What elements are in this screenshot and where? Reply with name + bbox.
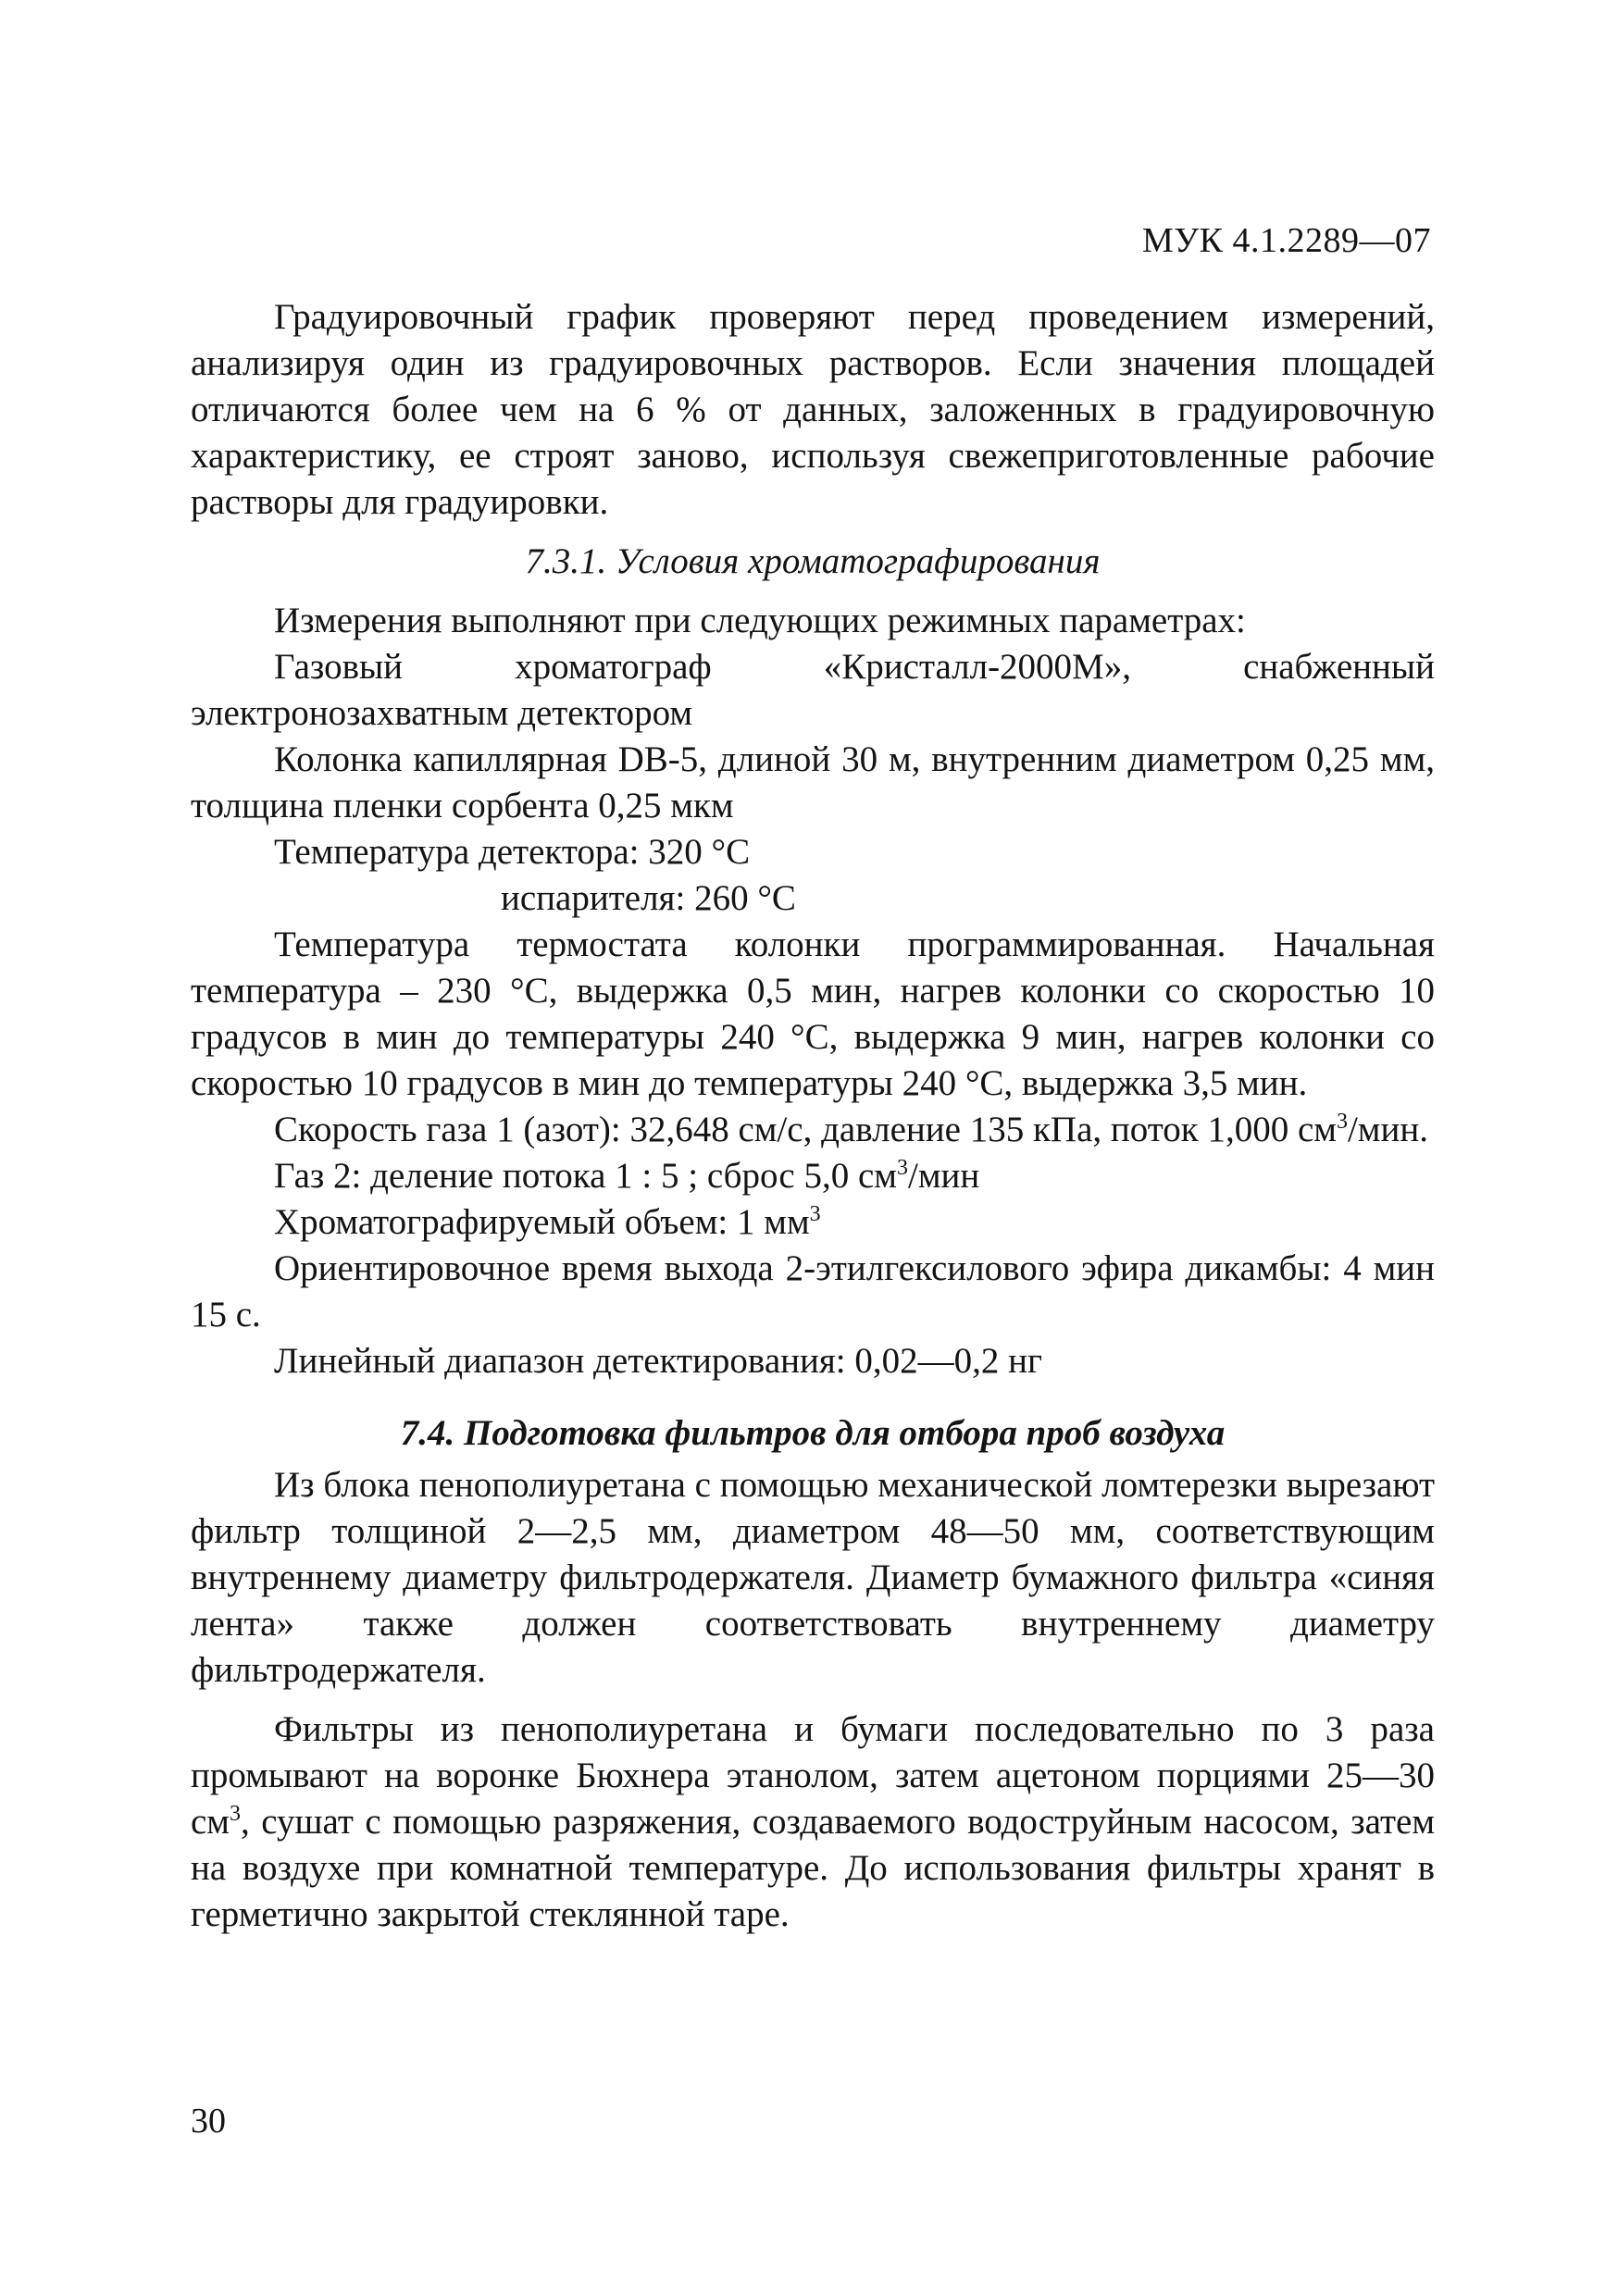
paragraph-filter-washing <box>191 1706 1435 1938</box>
condition-chromatograph: Газовый хроматограф «Кристалл-2000М», снабженный электронозахватным детектором <box>191 647 1435 733</box>
temp-evaporator-text: испарителя: 260 °С <box>501 878 796 918</box>
filter-washing-text-a: Фильтры из пенополиуретана и бумаги последовательно по 3 раза промывают на воронке Бюхнера этанолом, затем ацетоном порциями 25—30 см <box>191 1709 1435 1842</box>
condition-temp-detector: Температура детектора: 320 °С <box>274 832 751 872</box>
condition-injection-volume <box>191 1199 1435 1246</box>
gas2-text: Газ 2: деление потока 1 : 5 ; сброс 5,0 см <box>274 1156 897 1196</box>
document-body <box>191 294 1435 1938</box>
page-number: 30 <box>191 2102 226 2141</box>
subsection-title-chromatography-conditions: 7.3.1. Условия хроматографирования <box>525 541 1101 581</box>
gas1-superscript: 3 <box>1336 1110 1348 1134</box>
paragraph-calibration-check: Градуировочный график проверяют перед проведением измерений, анализируя один из градуировочных растворов. Если значения площадей отличаются более чем на 6 % от данных, заложенных в градуировочную характеристику, ее строят заново, используя свежеприготовленные рабочие растворы для градуировки. <box>191 297 1435 522</box>
section-title-filter-preparation: 7.4. Подготовка фильтров для отбора проб воздуха <box>400 1413 1226 1453</box>
gas2-unit: /мин <box>907 1156 980 1196</box>
condition-gas2 <box>191 1153 1435 1199</box>
gas1-text: Скорость газа 1 (азот): 32,648 см/с, давление 135 кПа, поток 1,000 см <box>274 1110 1337 1149</box>
filter-washing-text-b: , сушат с помощью разряжения, создаваемого водоструйным насосом, затем на воздухе при комнатной температуре. До использования фильтры хранят в герметично закрытой стеклянной таре. <box>191 1802 1435 1934</box>
condition-thermostat: Температура термостата колонки программированная. Начальная температура – 230 °С, выдержка 0,5 мин, нагрев колонки со скоростью 10 градусов в мин до температуры 240 °С, выдержка 9 мин, нагрев колонки со скоростью 10 градусов в мин до температуры 240 °С, выдержка 3,5 мин. <box>191 925 1435 1103</box>
paragraph-filter-cutting: Из блока пенополиуретана с помощью механической ломтерезки вырезают фильтр толщиной 2—2,5 мм, диаметром 48—50 мм, соответствующим внутреннему диаметру фильтродержателя. Диаметр бумажного фильтра «синяя лента» также должен соответствовать внутреннему диаметру фильтродержателя. <box>191 1465 1435 1690</box>
filter-washing-superscript: 3 <box>230 1802 241 1826</box>
volume-text: Хроматографируемый объем: 1 мм <box>274 1202 810 1242</box>
conditions-lead: Измерения выполняют при следующих режимных параметрах: <box>274 601 1246 640</box>
condition-retention-time: Ориентировочное время выхода 2-этилгексилового эфира дикамбы: 4 мин 15 с. <box>191 1248 1435 1334</box>
condition-column: Колонка капиллярная DB-5, длиной 30 м, внутренним диаметром 0,25 мм, толщина пленки сорбента 0,25 мкм <box>191 739 1435 825</box>
gas2-superscript: 3 <box>896 1156 908 1180</box>
condition-linear-range: Линейный диапазон детектирования: 0,02—0,2 нг <box>274 1341 1043 1381</box>
volume-superscript: 3 <box>809 1202 821 1226</box>
condition-temp-evaporator <box>191 875 1435 922</box>
gas1-unit: /мин. <box>1347 1110 1428 1149</box>
condition-gas1 <box>191 1107 1435 1153</box>
document-code-header: МУК 4.1.2289—07 <box>1141 221 1431 260</box>
